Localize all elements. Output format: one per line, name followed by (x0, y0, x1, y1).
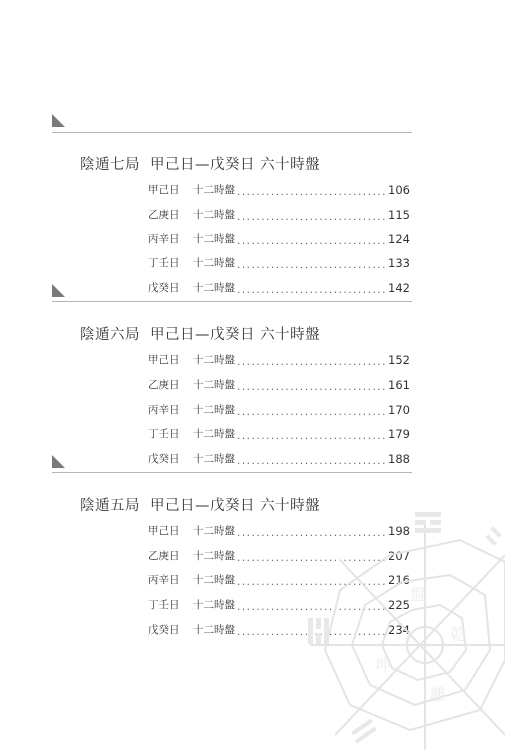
leader-dots (237, 285, 386, 296)
section-title-main: 陰遁七局 (80, 157, 140, 173)
leader-dots (237, 456, 386, 467)
section-divider (52, 132, 412, 133)
entry-day: 丁壬日 (148, 428, 180, 440)
entry-page-number: 207 (388, 549, 410, 563)
entry-day: 乙庚日 (148, 209, 180, 221)
toc-entry[interactable] (148, 450, 410, 466)
entry-day: 丁壬日 (148, 257, 180, 269)
leader-dots (237, 407, 386, 418)
toc-entry[interactable] (148, 425, 410, 441)
entry-name: 十二時盤 (193, 184, 235, 196)
toc-entry[interactable] (148, 279, 410, 295)
entry-day: 丁壬日 (148, 599, 180, 611)
entry-page-number: 188 (388, 452, 410, 466)
toc-entry[interactable] (148, 376, 410, 392)
section-title-main: 陰遁五局 (80, 498, 140, 514)
section-title (80, 323, 320, 344)
entry-day: 丙辛日 (148, 404, 180, 416)
entry-name: 十二時盤 (193, 404, 235, 416)
entry-name: 十二時盤 (193, 233, 235, 245)
entry-page-number: 115 (388, 208, 410, 222)
entry-name: 十二時盤 (193, 599, 235, 611)
toc-entry[interactable] (148, 181, 410, 197)
entry-name: 十二時盤 (193, 282, 235, 294)
entry-page-number: 106 (388, 183, 410, 197)
entry-name: 十二時盤 (193, 209, 235, 221)
leader-dots (237, 357, 386, 368)
section-title (80, 494, 320, 515)
section-subtitle: 甲己日—戊癸日 六十時盤 (150, 498, 321, 514)
toc-entry[interactable] (148, 401, 410, 417)
entry-day: 甲己日 (148, 525, 180, 537)
entry-name: 十二時盤 (193, 624, 235, 636)
svg-text:盤: 盤 (410, 585, 427, 604)
entry-page-number: 216 (388, 573, 410, 587)
entry-day: 戊癸日 (148, 624, 180, 636)
entry-name: 十二時盤 (193, 550, 235, 562)
svg-text:坤: 坤 (375, 655, 392, 674)
entry-page-number: 198 (388, 524, 410, 538)
entry-page-number: 161 (388, 378, 410, 392)
section-divider (52, 301, 412, 302)
bagua-watermark-icon (290, 500, 505, 752)
triangle-marker-icon (52, 455, 65, 468)
toc-entry[interactable] (148, 206, 410, 222)
leader-dots (237, 382, 386, 393)
svg-text:離: 離 (430, 685, 447, 704)
entry-day: 丙辛日 (148, 574, 180, 586)
section-subtitle: 甲己日—戊癸日 六十時盤 (150, 157, 321, 173)
entry-day: 甲己日 (148, 184, 180, 196)
triangle-marker-icon (52, 114, 65, 127)
section-title-main: 陰遁六局 (80, 327, 140, 343)
entry-name: 十二時盤 (193, 428, 235, 440)
entry-page-number: 124 (388, 232, 410, 246)
entry-page-number: 170 (388, 403, 410, 417)
entry-page-number: 234 (388, 623, 410, 637)
leader-dots (237, 260, 386, 271)
entry-day: 乙庚日 (148, 550, 180, 562)
entry-name: 十二時盤 (193, 354, 235, 366)
toc-entry[interactable] (148, 230, 410, 246)
entry-page-number: 179 (388, 427, 410, 441)
entry-name: 十二時盤 (193, 574, 235, 586)
toc-entry[interactable] (148, 254, 410, 270)
toc-entry[interactable] (148, 351, 410, 367)
entry-page-number: 133 (388, 256, 410, 270)
entry-day: 丙辛日 (148, 233, 180, 245)
entry-day: 戊癸日 (148, 282, 180, 294)
entry-day: 甲己日 (148, 354, 180, 366)
entry-day: 戊癸日 (148, 453, 180, 465)
leader-dots (237, 187, 386, 198)
entry-page-number: 142 (388, 281, 410, 295)
leader-dots (237, 236, 386, 247)
triangle-marker-icon (52, 284, 65, 297)
svg-text:乾: 乾 (450, 625, 467, 644)
entry-name: 十二時盤 (193, 379, 235, 391)
entry-day: 乙庚日 (148, 379, 180, 391)
section-subtitle: 甲己日—戊癸日 六十時盤 (150, 327, 321, 343)
entry-page-number: 152 (388, 353, 410, 367)
section-title (80, 153, 320, 174)
entry-page-number: 225 (388, 598, 410, 612)
leader-dots (237, 431, 386, 442)
entry-name: 十二時盤 (193, 453, 235, 465)
leader-dots (237, 212, 386, 223)
entry-name: 十二時盤 (193, 525, 235, 537)
entry-name: 十二時盤 (193, 257, 235, 269)
section-divider (52, 472, 412, 473)
